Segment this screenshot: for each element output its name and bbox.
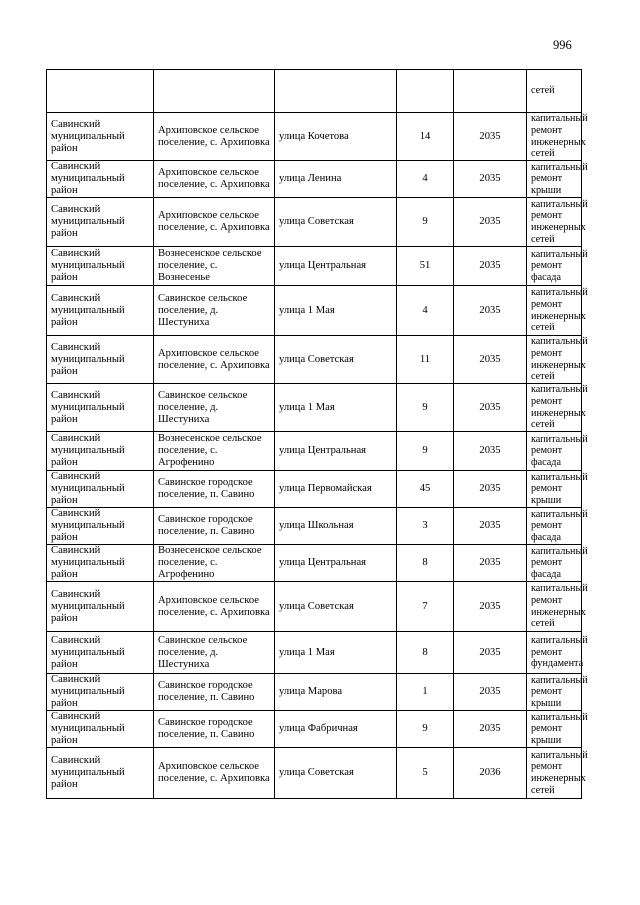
cell-work-type: сетей bbox=[527, 70, 582, 113]
cell-work-type: капитальный ремонт инженерных сетей bbox=[527, 198, 582, 247]
cell-house-number bbox=[397, 70, 454, 113]
cell-street: улица Центральная bbox=[275, 545, 397, 582]
cell-municipality: Савинский муниципальный район bbox=[47, 545, 154, 582]
table-row bbox=[47, 247, 582, 286]
cell-year bbox=[454, 70, 527, 113]
cell-municipality: Савинский муниципальный район bbox=[47, 582, 154, 632]
table-row bbox=[47, 384, 582, 432]
cell-street: улица Советская bbox=[275, 748, 397, 799]
table-row bbox=[47, 198, 582, 247]
cell-street bbox=[275, 70, 397, 113]
cell-street: улица 1 Мая bbox=[275, 384, 397, 432]
cell-work-type: капитальный ремонт крыши bbox=[527, 674, 582, 711]
cell-settlement: Вознесенское сельское поселение, с. Агрофенино bbox=[154, 545, 275, 582]
cell-settlement: Архиповское сельское поселение, с. Архиповка bbox=[154, 113, 275, 161]
cell-work-type: капитальный ремонт фасада bbox=[527, 545, 582, 582]
cell-work-type: капитальный ремонт фасада bbox=[527, 247, 582, 286]
cell-settlement: Архиповское сельское поселение, с. Архиповка bbox=[154, 582, 275, 632]
cell-year: 2035 bbox=[454, 471, 527, 508]
cell-house-number: 9 bbox=[397, 432, 454, 471]
table-row bbox=[47, 161, 582, 198]
cell-street: улица Центральная bbox=[275, 432, 397, 471]
table-row bbox=[47, 432, 582, 471]
cell-work-type: капитальный ремонт фасада bbox=[527, 432, 582, 471]
cell-house-number: 1 bbox=[397, 674, 454, 711]
cell-settlement: Савинское сельское поселение, д. Шестуниха bbox=[154, 384, 275, 432]
table-row bbox=[47, 582, 582, 632]
cell-year: 2035 bbox=[454, 508, 527, 545]
cell-house-number: 9 bbox=[397, 198, 454, 247]
cell-work-type: капитальный ремонт крыши bbox=[527, 161, 582, 198]
cell-house-number: 51 bbox=[397, 247, 454, 286]
cell-house-number: 14 bbox=[397, 113, 454, 161]
cell-municipality: Савинский муниципальный район bbox=[47, 247, 154, 286]
cell-street: улица Школьная bbox=[275, 508, 397, 545]
table-row bbox=[47, 113, 582, 161]
cell-year: 2035 bbox=[454, 198, 527, 247]
cell-street: улица Ленина bbox=[275, 161, 397, 198]
cell-year: 2035 bbox=[454, 545, 527, 582]
cell-municipality: Савинский муниципальный район bbox=[47, 113, 154, 161]
cell-street: улица Советская bbox=[275, 336, 397, 384]
cell-municipality: Савинский муниципальный район bbox=[47, 198, 154, 247]
cell-work-type: капитальный ремонт крыши bbox=[527, 471, 582, 508]
cell-work-type: капитальный ремонт инженерных сетей bbox=[527, 582, 582, 632]
cell-house-number: 8 bbox=[397, 632, 454, 674]
table-row-continuation bbox=[47, 70, 582, 113]
cell-work-type: капитальный ремонт инженерных сетей bbox=[527, 336, 582, 384]
cell-settlement: Савинское городское поселение, п. Савино bbox=[154, 674, 275, 711]
cell-street: улица Кочетова bbox=[275, 113, 397, 161]
cell-settlement: Архиповское сельское поселение, с. Архиповка bbox=[154, 198, 275, 247]
table-row bbox=[47, 336, 582, 384]
cell-year: 2035 bbox=[454, 384, 527, 432]
cell-municipality: Савинский муниципальный район bbox=[47, 508, 154, 545]
cell-year: 2036 bbox=[454, 748, 527, 799]
cell-year: 2035 bbox=[454, 247, 527, 286]
cell-street: улица Первомайская bbox=[275, 471, 397, 508]
cell-work-type: капитальный ремонт крыши bbox=[527, 711, 582, 748]
cell-settlement bbox=[154, 70, 275, 113]
table-row bbox=[47, 508, 582, 545]
table-row bbox=[47, 674, 582, 711]
cell-settlement: Архиповское сельское поселение, с. Архиповка bbox=[154, 748, 275, 799]
table-row bbox=[47, 748, 582, 799]
cell-year: 2035 bbox=[454, 582, 527, 632]
cell-municipality: Савинский муниципальный район bbox=[47, 471, 154, 508]
cell-year: 2035 bbox=[454, 432, 527, 471]
cell-house-number: 3 bbox=[397, 508, 454, 545]
cell-settlement: Савинское городское поселение, п. Савино bbox=[154, 471, 275, 508]
cell-municipality: Савинский муниципальный район bbox=[47, 384, 154, 432]
cell-house-number: 7 bbox=[397, 582, 454, 632]
cell-municipality: Савинский муниципальный район bbox=[47, 748, 154, 799]
cell-street: улица Советская bbox=[275, 198, 397, 247]
cell-year: 2035 bbox=[454, 161, 527, 198]
cell-work-type: капитальный ремонт инженерных сетей bbox=[527, 286, 582, 336]
cell-settlement: Архиповское сельское поселение, с. Архиповка bbox=[154, 161, 275, 198]
cell-municipality: Савинский муниципальный район bbox=[47, 286, 154, 336]
cell-settlement: Архиповское сельское поселение, с. Архиповка bbox=[154, 336, 275, 384]
cell-work-type: капитальный ремонт фасада bbox=[527, 508, 582, 545]
cell-settlement: Савинское сельское поселение, д. Шестуниха bbox=[154, 632, 275, 674]
cell-municipality: Савинский муниципальный район bbox=[47, 674, 154, 711]
cell-settlement: Вознесенское сельское поселение, с. Агрофенино bbox=[154, 432, 275, 471]
cell-house-number: 4 bbox=[397, 286, 454, 336]
cell-year: 2035 bbox=[454, 674, 527, 711]
cell-work-type: капитальный ремонт инженерных сетей bbox=[527, 748, 582, 799]
cell-house-number: 11 bbox=[397, 336, 454, 384]
table-row bbox=[47, 711, 582, 748]
cell-street: улица Марова bbox=[275, 674, 397, 711]
cell-house-number: 45 bbox=[397, 471, 454, 508]
cell-house-number: 9 bbox=[397, 711, 454, 748]
cell-settlement: Вознесенское сельское поселение, с. Вознесенье bbox=[154, 247, 275, 286]
cell-work-type: капитальный ремонт фундамента bbox=[527, 632, 582, 674]
cell-house-number: 9 bbox=[397, 384, 454, 432]
cell-street: улица 1 Мая bbox=[275, 632, 397, 674]
cell-house-number: 4 bbox=[397, 161, 454, 198]
cell-settlement: Савинское городское поселение, п. Савино bbox=[154, 508, 275, 545]
cell-settlement: Савинское сельское поселение, д. Шестуниха bbox=[154, 286, 275, 336]
works-table bbox=[46, 69, 588, 799]
table-row bbox=[47, 545, 582, 582]
cell-street: улица Фабричная bbox=[275, 711, 397, 748]
cell-street: улица 1 Мая bbox=[275, 286, 397, 336]
cell-municipality bbox=[47, 70, 154, 113]
cell-year: 2035 bbox=[454, 711, 527, 748]
table-row bbox=[47, 471, 582, 508]
cell-year: 2035 bbox=[454, 286, 527, 336]
cell-municipality: Савинский муниципальный район bbox=[47, 161, 154, 198]
cell-house-number: 8 bbox=[397, 545, 454, 582]
cell-street: улица Центральная bbox=[275, 247, 397, 286]
table-row bbox=[47, 286, 582, 336]
cell-year: 2035 bbox=[454, 632, 527, 674]
page-number: 996 bbox=[553, 38, 572, 52]
cell-municipality: Савинский муниципальный район bbox=[47, 632, 154, 674]
cell-year: 2035 bbox=[454, 336, 527, 384]
cell-work-type: капитальный ремонт инженерных сетей bbox=[527, 384, 582, 432]
cell-year: 2035 bbox=[454, 113, 527, 161]
cell-settlement: Савинское городское поселение, п. Савино bbox=[154, 711, 275, 748]
table-row bbox=[47, 632, 582, 674]
cell-work-type: капитальный ремонт инженерных сетей bbox=[527, 113, 582, 161]
cell-house-number: 5 bbox=[397, 748, 454, 799]
cell-municipality: Савинский муниципальный район bbox=[47, 432, 154, 471]
cell-municipality: Савинский муниципальный район bbox=[47, 711, 154, 748]
cell-municipality: Савинский муниципальный район bbox=[47, 336, 154, 384]
cell-street: улица Советская bbox=[275, 582, 397, 632]
